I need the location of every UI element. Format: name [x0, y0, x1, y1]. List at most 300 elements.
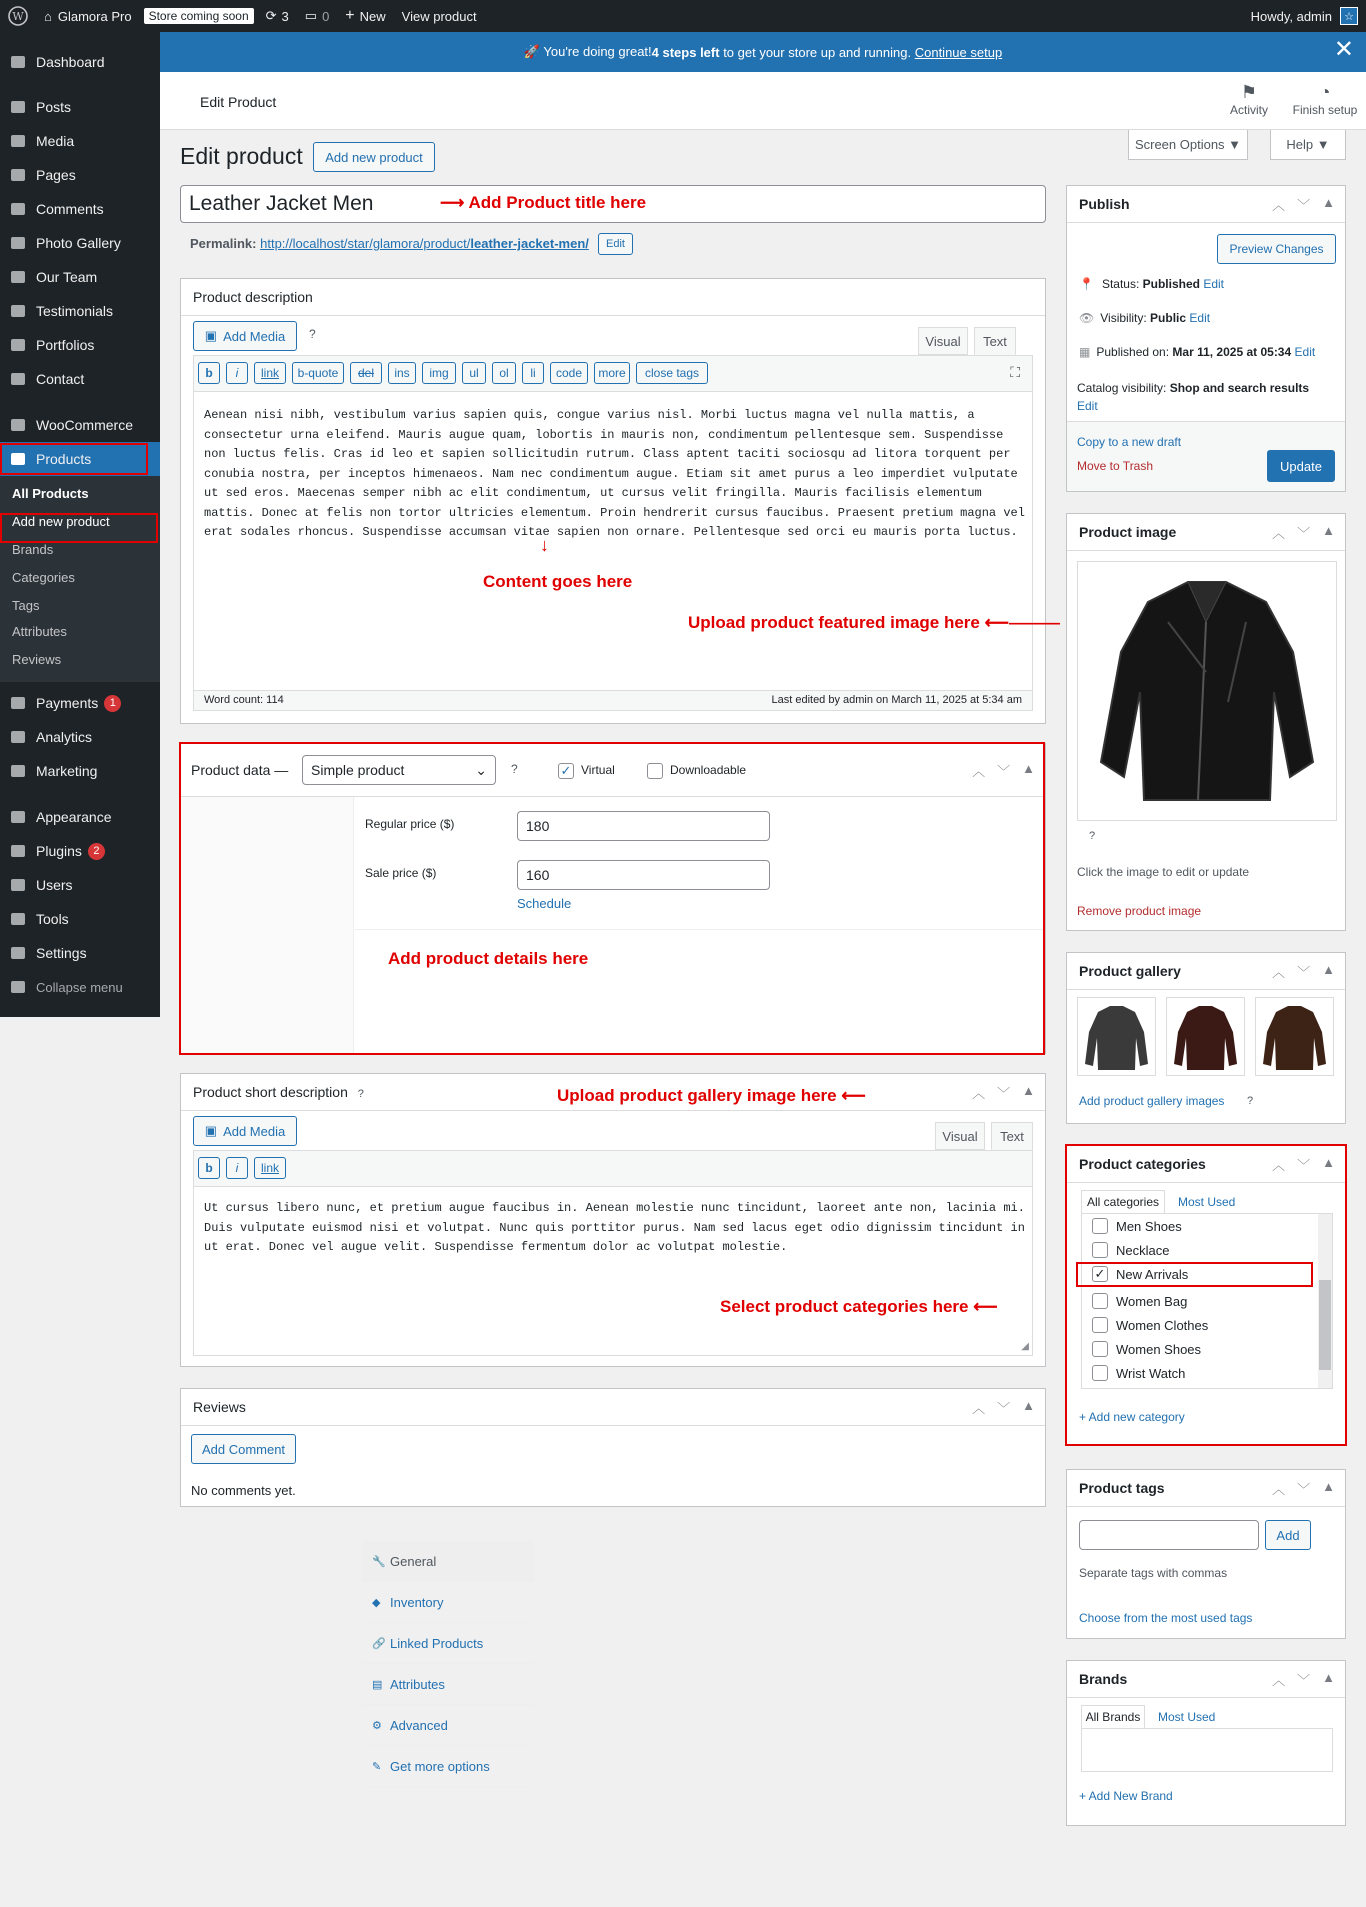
description-content[interactable] [204, 406, 1024, 543]
status-row [1079, 277, 1224, 291]
sidebar-item-payments[interactable] [0, 686, 160, 720]
arrow-down-icon: ↓ [540, 535, 549, 555]
status-value: Published [1142, 277, 1200, 291]
visibility-value: Public [1150, 311, 1187, 325]
new-arrivals-highlight-box [1076, 1262, 1313, 1287]
add-new-category-link[interactable]: + Add new category [1079, 1410, 1185, 1424]
continue-setup-link[interactable]: Continue setup [914, 44, 1003, 60]
sidebar-item-label: Testimonials [36, 303, 114, 319]
tag-icon: ◆ [372, 1596, 381, 1609]
regular-price-label: Regular price ($) [365, 817, 455, 831]
quicktag-ul-button[interactable]: ul [462, 362, 486, 384]
finish-setup-button[interactable] [1284, 82, 1366, 117]
users-icon [0, 876, 36, 894]
tab-label: Get more options [390, 1758, 490, 1774]
jacket-image-icon [1078, 562, 1336, 820]
description-title: Product description [193, 289, 313, 305]
reviews-box [180, 1388, 1046, 1507]
category-label: Necklace [1116, 1242, 1170, 1258]
move-down-icon[interactable]: ﹀ [1297, 1482, 1311, 1497]
move-to-trash-link[interactable]: Move to Trash [1077, 459, 1154, 473]
gear-icon: ⚙ [372, 1719, 382, 1732]
toggle-icon[interactable]: ▲ [1022, 1398, 1035, 1413]
annotation-gallery-text: Upload product gallery image here [557, 1086, 837, 1105]
sidebar-item-appearance[interactable] [0, 800, 160, 834]
visibility-row [1079, 311, 1210, 325]
annotation-details: Add product details here [388, 949, 589, 968]
products-submenu [0, 476, 160, 682]
list-icon: ▤ [372, 1678, 383, 1691]
site-name-link[interactable] [36, 0, 140, 32]
sidebar-item-label: WooCommerce [36, 417, 133, 433]
catalog-label: Catalog visibility: [1077, 381, 1170, 395]
box-handles [1272, 962, 1335, 981]
banner-text-pre: 🚀 You're doing great! [523, 44, 652, 59]
move-down-icon[interactable]: ﹀ [997, 1401, 1011, 1416]
sidebar-item-label: Photo Gallery [36, 235, 121, 251]
content-line: Duis vulputate euismod nisi et volutpat. Nunc quis porttitor purus. Nam sed lacus eget odio dignissim tincidunt in [204, 1220, 1025, 1235]
tab-visual[interactable]: Visual [935, 1122, 985, 1150]
add-new-brand-link[interactable]: + Add New Brand [1079, 1789, 1173, 1803]
annotation-arrow: ⟵——— [979, 613, 1060, 632]
visibility-label: Visibility: [1100, 311, 1151, 325]
annotation-categories [720, 1297, 998, 1317]
screen-options-button[interactable]: Screen Options ▼ [1128, 130, 1248, 160]
published-row [1079, 345, 1315, 359]
account-menu[interactable] [1251, 0, 1366, 32]
category-checkbox[interactable]: ✓ [1092, 1266, 1108, 1282]
activity-button[interactable] [1208, 82, 1290, 117]
analytics-icon [0, 728, 36, 746]
sidebar-item-label: Plugins [36, 843, 82, 859]
annotation-content: Content goes here [483, 572, 633, 591]
product-data-highlight-box [179, 742, 1045, 1055]
tab-label: Advanced [390, 1717, 448, 1733]
mail-icon [0, 370, 36, 388]
permalink-slug: leather-jacket-men/ [470, 236, 589, 251]
tab-all-categories[interactable]: All categories [1081, 1190, 1165, 1214]
finish-setup-label: Finish setup [1292, 103, 1358, 117]
sidebar-item-label: Pages [36, 167, 76, 183]
quicktag-i-button[interactable]: i [226, 362, 248, 384]
help-button[interactable]: Help ▼ [1270, 130, 1346, 160]
quicktag-b-button[interactable]: b [198, 362, 220, 384]
category-label: New Arrivals [1116, 1266, 1189, 1282]
short-description-box [180, 1073, 1046, 1367]
wordpress-logo-icon[interactable] [0, 0, 36, 32]
sidebar-item-photo-gallery[interactable] [0, 226, 160, 260]
progress-icon: ◔ [1319, 82, 1331, 102]
move-up-icon[interactable]: ︿ [1272, 1158, 1286, 1173]
submenu-attributes[interactable]: Attributes [12, 624, 67, 639]
help-icon[interactable]: ? [357, 1088, 364, 1100]
catalog-edit-link[interactable]: Edit [1077, 399, 1098, 413]
tags-hint: Separate tags with commas [1079, 1566, 1228, 1580]
content-line: non luctus felis. Cras id leo et sapien sollicitudin rutrum. Class aptent taciti sociosqu ad litora torquent per [204, 447, 1011, 461]
howdy-text: Howdy, admin [1250, 8, 1332, 24]
quicktag-close-tags-button[interactable]: close tags [636, 362, 708, 384]
move-up-icon[interactable]: ︿ [1272, 198, 1286, 213]
product-data-tab-inventory[interactable] [362, 1582, 534, 1623]
notification-badge: 2 [88, 843, 105, 860]
portfolio-icon [0, 336, 36, 354]
move-down-icon[interactable]: ﹀ [1297, 198, 1311, 213]
move-up-icon[interactable]: ︿ [972, 1086, 986, 1101]
annotation-featured [688, 613, 1060, 633]
product-image-box [1066, 513, 1346, 931]
move-down-icon[interactable]: ﹀ [997, 1086, 1011, 1101]
dashboard-icon [0, 53, 36, 71]
move-up-icon[interactable]: ︿ [972, 764, 986, 779]
quicktag-del-button[interactable]: del [350, 362, 382, 384]
wrench-icon [0, 910, 36, 928]
link-icon: 🔗 [372, 1637, 386, 1650]
permalink-label: Permalink: [190, 236, 257, 251]
image-hint: Click the image to edit or update [1077, 865, 1250, 879]
submenu-all-products[interactable]: All Products [12, 486, 89, 501]
page-title: Edit product [180, 143, 303, 169]
visibility-edit-link[interactable]: Edit [1189, 311, 1211, 325]
add-tag-button[interactable]: Add [1265, 1520, 1311, 1550]
box-handles [1272, 195, 1335, 214]
add-gallery-images-link[interactable]: Add product gallery images [1079, 1094, 1225, 1108]
eye-icon: 👁 [1079, 311, 1095, 325]
chevron-down-icon: ⌄ [475, 762, 487, 778]
category-label: Women Shoes [1116, 1341, 1202, 1357]
quicktag-link-button[interactable]: link [254, 1157, 286, 1179]
svg-text:W: W [12, 10, 24, 23]
permalink-base: http://localhost/star/glamora/product/ [260, 236, 471, 251]
permalink-edit-button[interactable]: Edit [598, 233, 633, 255]
product-title-input[interactable]: Leather Jacket Men [180, 185, 1046, 223]
products-highlight-box [0, 443, 148, 475]
reviews-title: Reviews [193, 1399, 246, 1415]
move-up-icon[interactable]: ︿ [1272, 1482, 1286, 1497]
add-comment-button[interactable]: Add Comment [191, 1434, 296, 1464]
sidebar-item-label: Settings [36, 945, 87, 961]
tab-label: Attributes [390, 1676, 445, 1692]
annotation-title [440, 193, 646, 213]
tag-input[interactable] [1079, 1520, 1259, 1550]
published-label: Published on: [1096, 345, 1173, 359]
submenu-reviews[interactable]: Reviews [12, 652, 62, 667]
move-down-icon[interactable]: ﹀ [1297, 1673, 1311, 1688]
downloadable-label: Downloadable [670, 763, 747, 777]
content-line: ut sed eros. Maecenas semper nibh ac elit condimentum, ut cursus velit fringilla. Mauris facilisis elementum [204, 486, 982, 500]
status-edit-link[interactable]: Edit [1203, 277, 1225, 291]
gallery-thumb[interactable] [1077, 997, 1156, 1076]
published-edit-link[interactable]: Edit [1294, 345, 1316, 359]
permalink-url[interactable] [260, 236, 589, 251]
toggle-icon[interactable]: ▲ [1322, 1479, 1335, 1494]
toggle-icon[interactable]: ▲ [1022, 1083, 1035, 1098]
sidebar-item-woocommerce[interactable] [0, 408, 160, 442]
catalog-value: Shop and search results [1169, 381, 1310, 395]
jacket-thumb-icon [1256, 998, 1333, 1075]
sidebar-item-label: Payments [36, 695, 99, 711]
product-image-title: Product image [1079, 524, 1177, 540]
move-up-icon[interactable]: ︿ [972, 1401, 986, 1416]
quicktag-code-button[interactable]: code [550, 362, 588, 384]
submenu-brands[interactable]: Brands [12, 542, 54, 557]
sidebar-item-label: Users [36, 877, 73, 893]
toggle-icon[interactable]: ▲ [1322, 195, 1335, 210]
comments-count: 0 [322, 8, 330, 24]
schedule-link[interactable]: Schedule [517, 896, 572, 911]
annotation-gallery [557, 1086, 866, 1106]
sidebar-item-media[interactable] [0, 124, 160, 158]
sidebar-item-tools[interactable] [0, 902, 160, 936]
pin-icon: 📍 [1079, 277, 1094, 291]
calendar-icon: ▦ [1079, 345, 1091, 359]
move-down-icon[interactable]: ﹀ [1297, 965, 1311, 980]
payments-icon [0, 694, 36, 712]
product-description-box [180, 278, 1046, 724]
toggle-icon[interactable]: ▲ [1322, 962, 1335, 977]
content-line: Ut cursus libero nunc, et pretium augue faucibus in. Aenean molestie nunc tincidunt, laoreet ante non, lacinia mi. [204, 1201, 1025, 1215]
quicktag-img-button[interactable]: img [422, 362, 456, 384]
tab-text[interactable]: Text [991, 1122, 1033, 1150]
quote-icon [0, 302, 36, 320]
sidebar-item-label: Appearance [36, 809, 112, 825]
move-down-icon[interactable]: ﹀ [997, 764, 1011, 779]
preview-changes-button[interactable]: Preview Changes [1217, 234, 1336, 264]
quicktags-toolbar [194, 1151, 1032, 1187]
product-data-tab-get-more-options[interactable] [362, 1746, 534, 1787]
annotation-arrow: ⟵ [968, 1297, 998, 1316]
tags-title: Product tags [1079, 1480, 1165, 1496]
store-status-badge[interactable]: Store coming soon [144, 8, 254, 24]
updates-link[interactable] [258, 0, 297, 32]
media-icon [0, 132, 36, 150]
content-line: ut erat. Donec vel augue velit. Suspendisse fermentum dolor ac volutpat molestie. [204, 1240, 788, 1254]
flag-icon: ⚑ [1240, 82, 1258, 102]
media-icon: ▣ [204, 1123, 218, 1138]
box-handles [972, 1083, 1035, 1102]
status-label: Status: [1101, 277, 1143, 291]
toggle-icon[interactable]: ▲ [1022, 761, 1035, 776]
category-label: Women Bag [1116, 1293, 1188, 1309]
banner-text-post: to get your store up and running. [719, 44, 915, 60]
comment-icon: ▭ [304, 8, 318, 23]
quicktag-more-button[interactable]: more [594, 362, 630, 384]
help-icon[interactable]: ? [511, 762, 518, 776]
update-button[interactable]: Update [1267, 450, 1335, 482]
short-description-editor[interactable] [193, 1150, 1033, 1356]
sidebar-item-label: Products [36, 451, 92, 467]
sidebar-item-label: Analytics [36, 729, 93, 745]
word-count: Word count: 114 [204, 694, 284, 706]
updates-count: 3 [281, 8, 289, 24]
header-title: Edit Product [200, 94, 277, 110]
move-up-icon[interactable]: ︿ [1272, 526, 1286, 541]
editor-status-bar [194, 690, 1032, 710]
product-data-tab-advanced[interactable] [362, 1705, 534, 1746]
sidebar-item-label: Media [36, 133, 75, 149]
submenu-add-new-product[interactable]: Add new product [12, 514, 110, 529]
content-line: erat sodales rhoncus. Suspendisse accumsan vitae sapien non ornare. Pellentesque sed orci eu mauris porta luctus. [204, 525, 1018, 539]
category-label: Men Shoes [1116, 1218, 1182, 1234]
short-description-content[interactable] [204, 1199, 1024, 1258]
categories-title: Product categories [1079, 1156, 1206, 1172]
short-description-title-text: Product short description [193, 1084, 348, 1100]
tab-text[interactable]: Text [974, 327, 1016, 355]
team-icon [0, 268, 36, 286]
tab-label: General [390, 1553, 437, 1569]
sidebar-item-contact[interactable] [0, 362, 160, 396]
resize-handle-icon[interactable]: ◢ [1021, 1341, 1029, 1352]
setup-banner [160, 32, 1366, 72]
tab-most-used[interactable]: Most Used [1178, 1195, 1236, 1209]
sale-price-input[interactable]: 160 [517, 860, 770, 890]
sidebar-item-comments[interactable] [0, 192, 160, 226]
view-product-link[interactable]: View product [401, 8, 477, 24]
notification-badge: 1 [104, 695, 121, 712]
sidebar-item-marketing[interactable] [0, 754, 160, 788]
product-data-label: Product data — [191, 762, 289, 778]
regular-price-input[interactable]: 180 [517, 811, 770, 841]
move-up-icon[interactable]: ︿ [1272, 965, 1286, 980]
sidebar-item-label: Collapse menu [36, 979, 123, 995]
quicktag-li-button[interactable]: li [522, 362, 544, 384]
add-media-label: Add Media [223, 328, 286, 344]
plus-icon: + [345, 7, 355, 24]
pages-icon [0, 166, 36, 184]
sidebar-item-portfolios[interactable] [0, 328, 160, 362]
sidebar-item-analytics[interactable] [0, 720, 160, 754]
toggle-icon[interactable]: ▲ [1322, 523, 1335, 538]
home-icon: ⌂ [44, 8, 52, 24]
category-label: Women Clothes [1116, 1317, 1209, 1333]
gallery-thumb[interactable] [1255, 997, 1334, 1076]
settings-icon [0, 944, 36, 962]
help-icon[interactable]: ? [1089, 830, 1096, 842]
sidebar-item-users[interactable] [0, 868, 160, 902]
sidebar-item-label: Marketing [36, 763, 98, 779]
copy-draft-link[interactable]: Copy to a new draft [1077, 435, 1182, 449]
updates-icon: ⟳ [265, 8, 277, 23]
sidebar-item-testimonials[interactable] [0, 294, 160, 328]
sidebar-item-dashboard[interactable] [0, 45, 160, 79]
admin-bar [0, 0, 1366, 32]
publish-title: Publish [1079, 196, 1130, 212]
sidebar-item-collapse-menu[interactable] [0, 970, 160, 1004]
megaphone-icon [0, 762, 36, 780]
brands-checklist[interactable] [1081, 1728, 1333, 1772]
quicktag-b-button[interactable]: b [198, 1157, 220, 1179]
featured-image[interactable] [1077, 561, 1337, 821]
box-handles [1272, 523, 1335, 542]
jacket-thumb-icon [1167, 998, 1244, 1075]
submenu-tags[interactable]: Tags [12, 598, 40, 613]
product-tags-box [1066, 1469, 1346, 1639]
product-type-value: Simple product [311, 762, 405, 778]
add-new-product-button[interactable]: Add new product [313, 142, 435, 172]
sidebar-item-label: Portfolios [36, 337, 95, 353]
content-line: consectetur urna eleifend. Mauris augue quam, lobortis in mauris non, condimentum pellentesque sem. Suspendisse [204, 427, 1004, 442]
toggle-icon[interactable]: ▲ [1322, 1155, 1335, 1170]
catalog-visibility-row [1077, 379, 1339, 415]
help-icon[interactable]: ? [1247, 1095, 1254, 1107]
site-name: Glamora Pro [57, 8, 132, 24]
sidebar-item-settings[interactable] [0, 936, 160, 970]
brands-title: Brands [1079, 1671, 1128, 1687]
sidebar-item-pages[interactable] [0, 158, 160, 192]
product-data-tab-linked-products[interactable] [362, 1623, 534, 1664]
sidebar-item-posts[interactable] [0, 90, 160, 124]
help-icon[interactable]: ? [309, 327, 316, 341]
tab-label: Linked Products [390, 1635, 484, 1651]
brands-box [1066, 1660, 1346, 1826]
sidebar-item-label: Contact [36, 371, 85, 387]
close-icon[interactable]: ✕ [1333, 36, 1354, 63]
gallery-thumb[interactable] [1166, 997, 1245, 1076]
add-media-button[interactable] [193, 1116, 297, 1146]
gallery-title: Product gallery [1079, 963, 1181, 979]
box-handles [972, 1398, 1035, 1417]
publish-box [1066, 185, 1346, 492]
move-up-icon[interactable]: ︿ [1272, 1673, 1286, 1688]
pin-icon [0, 98, 36, 116]
last-edited: Last edited by admin on March 11, 2025 at 5:34 am [771, 694, 1022, 706]
quicktag-link-button[interactable]: link [254, 362, 286, 384]
add-media-label: Add Media [223, 1123, 286, 1139]
tab-visual[interactable]: Visual [918, 327, 968, 355]
short-description-title [193, 1084, 364, 1100]
new-content-link[interactable] [337, 0, 393, 32]
remove-image-link[interactable]: Remove product image [1077, 904, 1202, 918]
quicktag-i-button[interactable]: i [226, 1157, 248, 1179]
virtual-checkbox[interactable]: ✓ [558, 763, 574, 779]
jacket-thumb-icon [1078, 998, 1155, 1075]
woo-icon [0, 416, 36, 434]
page-header [160, 72, 1366, 130]
description-editor[interactable] [193, 355, 1033, 711]
comments-link[interactable] [297, 0, 338, 32]
sale-price-label: Sale price ($) [365, 866, 437, 880]
product-data-tab-general[interactable] [362, 1541, 534, 1582]
new-label: New [359, 8, 386, 24]
move-down-icon[interactable]: ﹀ [1297, 1158, 1311, 1173]
sidebar-item-our-team[interactable] [0, 260, 160, 294]
product-data-tab-attributes[interactable] [362, 1664, 534, 1705]
tab-label: Inventory [390, 1594, 444, 1610]
quicktag-ins-button[interactable]: ins [388, 362, 416, 384]
collapse-icon [0, 978, 36, 996]
plug-icon: ✎ [372, 1760, 382, 1773]
tab-all-brands[interactable]: All Brands [1081, 1705, 1145, 1729]
avatar: ☆ [1340, 7, 1358, 25]
choose-most-used-tags-link[interactable]: Choose from the most used tags [1079, 1611, 1253, 1625]
tab-most-used-brands[interactable]: Most Used [1158, 1710, 1216, 1724]
quicktag-b-quote-button[interactable]: b-quote [292, 362, 344, 384]
gallery-icon [0, 234, 36, 252]
plugin-icon [0, 842, 36, 860]
annotation-title-text: Add Product title here [468, 193, 647, 212]
add-media-button[interactable] [193, 321, 297, 351]
sidebar-item-label: Dashboard [36, 54, 105, 70]
fullscreen-icon[interactable]: ⛶ [1010, 364, 1020, 380]
submenu-categories[interactable]: Categories [12, 570, 75, 585]
categories-highlight-box [1065, 1144, 1347, 1446]
move-down-icon[interactable]: ﹀ [1297, 526, 1311, 541]
annotation-featured-text: Upload product featured image here [688, 613, 980, 632]
box-handles [1272, 1479, 1335, 1498]
sidebar-item-plugins[interactable] [0, 834, 160, 868]
content-line: conubia nostra, per inceptos himenaeos. Nam nec condimentum augue. Etiam sit amet purus a leo imperdiet vulputate [204, 466, 1018, 481]
toggle-icon[interactable]: ▲ [1322, 1670, 1335, 1685]
quicktag-ol-button[interactable]: ol [492, 362, 516, 384]
